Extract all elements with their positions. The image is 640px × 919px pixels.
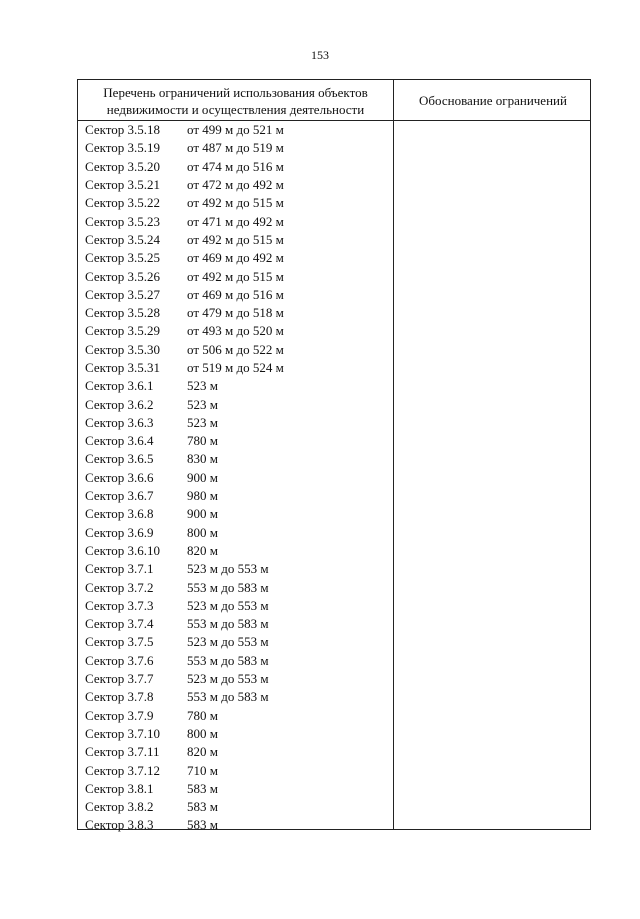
- sector-name: Сектор 3.5.29: [85, 323, 161, 339]
- table-row: [85, 432, 391, 450]
- table-row: [85, 304, 391, 322]
- table-row: [85, 377, 391, 395]
- sector-range: от 474 м до 516 м: [187, 158, 284, 174]
- sector-range: 553 м до 583 м: [187, 689, 269, 705]
- sector-range: 820 м: [187, 744, 218, 760]
- sector-range: 553 м до 583 м: [187, 579, 269, 595]
- sector-name: Сектор 3.7.2: [85, 579, 154, 595]
- table-row: [85, 652, 391, 670]
- sector-name: Сектор 3.6.6: [85, 469, 154, 485]
- sector-range: от 492 м до 515 м: [187, 195, 284, 211]
- table-row: [85, 524, 391, 542]
- table-row: [85, 395, 391, 413]
- sector-range: 523 м: [187, 396, 218, 412]
- sector-name: Сектор 3.7.3: [85, 597, 154, 613]
- sector-range: 980 м: [187, 488, 218, 504]
- sector-range: от 499 м до 521 м: [187, 122, 284, 138]
- sector-name: Сектор 3.6.8: [85, 506, 154, 522]
- column-divider: [393, 80, 394, 829]
- sector-range: от 506 м до 522 м: [187, 341, 284, 357]
- sector-name: Сектор 3.7.9: [85, 707, 154, 723]
- sector-name: Сектор 3.5.25: [85, 250, 161, 266]
- sector-range: от 492 м до 515 м: [187, 268, 284, 284]
- sector-name: Сектор 3.5.23: [85, 213, 161, 229]
- sector-range: от 493 м до 520 м: [187, 323, 284, 339]
- table-row: [85, 359, 391, 377]
- table-row: [85, 816, 391, 834]
- sector-range: от 492 м до 515 м: [187, 231, 284, 247]
- table-row: [85, 194, 391, 212]
- table-row: [85, 798, 391, 816]
- table-row: [85, 469, 391, 487]
- header-restrictions-list: [78, 80, 393, 120]
- sector-range: 780 м: [187, 707, 218, 723]
- sector-range: 820 м: [187, 542, 218, 558]
- table-row: [85, 231, 391, 249]
- sector-name: Сектор 3.6.2: [85, 396, 154, 412]
- sector-range: от 487 м до 519 м: [187, 140, 284, 156]
- table-row: [85, 761, 391, 779]
- sector-name: Сектор 3.6.3: [85, 414, 154, 430]
- page-number: 153: [311, 48, 329, 62]
- sector-range: от 479 м до 518 м: [187, 305, 284, 321]
- sector-name: Сектор 3.7.1: [85, 561, 154, 577]
- sector-name: Сектор 3.5.24: [85, 231, 161, 247]
- sector-name: Сектор 3.8.1: [85, 780, 154, 796]
- table-row: [85, 560, 391, 578]
- table-row: [85, 450, 391, 468]
- table-row: [85, 267, 391, 285]
- sector-name: Сектор 3.7.12: [85, 762, 161, 778]
- sector-name: Сектор 3.6.5: [85, 451, 154, 467]
- table-row: [85, 505, 391, 523]
- sector-range: 830 м: [187, 451, 218, 467]
- table-row: [85, 670, 391, 688]
- sector-range: 523 м: [187, 378, 218, 394]
- sector-name: Сектор 3.7.7: [85, 671, 154, 687]
- table-row: [85, 487, 391, 505]
- table-row: [85, 542, 391, 560]
- table-row: [85, 176, 391, 194]
- sector-name: Сектор 3.7.4: [85, 616, 154, 632]
- table-row: [85, 633, 391, 651]
- sector-name: Сектор 3.7.5: [85, 634, 154, 650]
- sector-range: от 469 м до 492 м: [187, 250, 284, 266]
- table-row: [85, 212, 391, 230]
- sector-name: Сектор 3.6.9: [85, 524, 154, 540]
- sector-name: Сектор 3.5.21: [85, 177, 161, 193]
- sector-name: Сектор 3.7.10: [85, 725, 161, 741]
- table-row: [85, 688, 391, 706]
- sector-range: 553 м до 583 м: [187, 652, 269, 668]
- sector-name: Сектор 3.8.2: [85, 799, 154, 815]
- table-row: [85, 743, 391, 761]
- header-left-line-2: недвижимости и осуществления деятельности: [106, 101, 365, 117]
- sector-range: 553 м до 583 м: [187, 616, 269, 632]
- sector-range: 800 м: [187, 524, 218, 540]
- table-row: [85, 322, 391, 340]
- table-row: [85, 158, 391, 176]
- table-row: [85, 139, 391, 157]
- sector-name: Сектор 3.5.20: [85, 158, 161, 174]
- sector-range: 583 м: [187, 780, 218, 796]
- sector-name: Сектор 3.7.8: [85, 689, 154, 705]
- header-left-line-1: Перечень ограничений использования объектов: [103, 84, 368, 100]
- sector-range: от 471 м до 492 м: [187, 213, 284, 229]
- sector-name: Сектор 3.5.26: [85, 268, 161, 284]
- sector-name: Сектор 3.8.3: [85, 817, 154, 833]
- table-row: [85, 780, 391, 798]
- header-justification: Обоснование ограничений: [419, 93, 567, 108]
- sector-name: Сектор 3.6.4: [85, 433, 154, 449]
- table-row: [85, 286, 391, 304]
- sector-name: Сектор 3.5.31: [85, 360, 161, 375]
- sector-name: Сектор 3.5.30: [85, 341, 161, 357]
- sector-range: 583 м: [187, 817, 218, 833]
- table-row: [85, 249, 391, 267]
- sector-range: 583 м: [187, 799, 218, 815]
- sector-range: от 472 м до 492 м: [187, 177, 284, 193]
- table-row: [85, 725, 391, 743]
- sector-name: Сектор 3.6.7: [85, 488, 154, 504]
- sector-range: 523 м до 553 м: [187, 634, 269, 650]
- sector-name: Сектор 3.6.10: [85, 542, 161, 558]
- sector-range: от 469 м до 516 м: [187, 286, 284, 302]
- table-row: [85, 615, 391, 633]
- sector-name: Сектор 3.7.11: [85, 744, 160, 760]
- sector-name: Сектор 3.5.19: [85, 140, 161, 156]
- sector-range: от 519 м до 524 м: [187, 360, 284, 375]
- table-row: [85, 707, 391, 725]
- table-rows: [85, 121, 391, 835]
- table-row: [85, 597, 391, 615]
- table-row: [85, 414, 391, 432]
- sector-name: Сектор 3.5.18: [85, 122, 161, 138]
- sector-name: Сектор 3.5.27: [85, 286, 161, 302]
- table-row: [85, 341, 391, 359]
- sector-range: 523 м: [187, 414, 218, 430]
- table-row: [85, 578, 391, 596]
- sector-range: 780 м: [187, 433, 218, 449]
- sector-range: 900 м: [187, 469, 218, 485]
- sector-range: 523 м до 553 м: [187, 561, 269, 577]
- sector-range: 800 м: [187, 725, 218, 741]
- sector-range: 710 м: [187, 762, 218, 778]
- sector-range: 900 м: [187, 506, 218, 522]
- table-row: [85, 121, 391, 139]
- sector-name: Сектор 3.5.28: [85, 305, 161, 321]
- sector-range: 523 м до 553 м: [187, 597, 269, 613]
- sector-range: 523 м до 553 м: [187, 671, 269, 687]
- restrictions-table: [77, 79, 591, 833]
- sector-name: Сектор 3.5.22: [85, 195, 161, 211]
- sector-name: Сектор 3.6.1: [85, 378, 154, 394]
- sector-name: Сектор 3.7.6: [85, 652, 154, 668]
